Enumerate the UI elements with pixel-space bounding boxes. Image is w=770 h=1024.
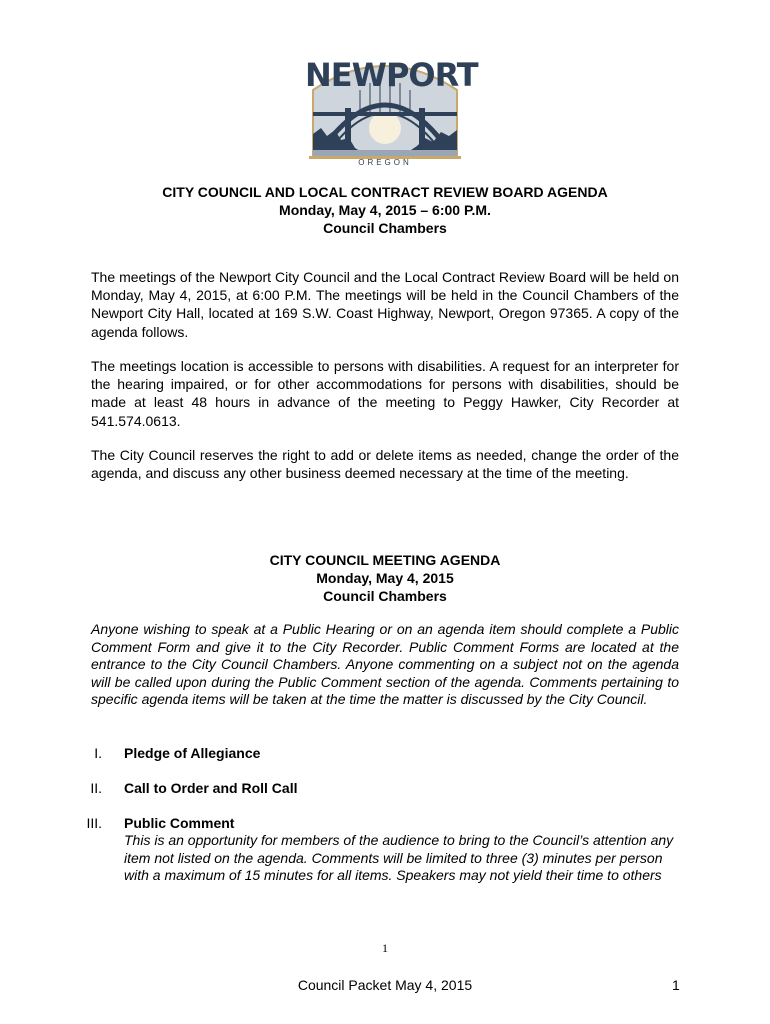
packet-page-number: 1 <box>672 977 680 993</box>
reserves-paragraph: The City Council reserves the right to add or delete items as needed, change the order of the agenda, and discuss any other business deemed necessary at the time of the meeting. <box>91 447 679 482</box>
header-title: CITY COUNCIL AND LOCAL CONTRACT REVIEW BOARD AGENDA <box>162 184 608 200</box>
meeting-header <box>0 551 770 605</box>
meeting-title: CITY COUNCIL MEETING AGENDA <box>269 552 501 568</box>
logo-name: NEWPORT <box>305 56 478 94</box>
agenda-header <box>0 183 770 237</box>
meeting-date: Monday, May 4, 2015 <box>316 570 454 586</box>
agenda-item-number: II. <box>90 780 102 796</box>
agenda-item-number: III. <box>86 815 102 831</box>
public-comment-notice: Anyone wishing to speak at a Public Hearing or on an agenda item should complete a Public Comment Form and give it to the City Recorder. Public Comment Forms are located at the entrance to the City Council Chambers. Anyone commenting on a subject not on the agenda will be called upon during the Public Comment section of the agenda. Comments pertaining to specific agenda items will be taken at the time the matter is discussed by the City Council. <box>91 621 679 708</box>
agenda-item-title: Pledge of Allegiance <box>124 745 261 761</box>
newport-logo <box>305 50 478 170</box>
meeting-location: Council Chambers <box>323 588 447 604</box>
page-number: 1 <box>382 941 388 955</box>
agenda-item-title: Public Comment <box>124 815 235 831</box>
agenda-item-description: This is an opportunity for members of the audience to bring to the Council’s attention any item not listed on the agenda. Comments will be limited to three (3) minutes per person with a maximum of 15 minutes for all items. Speakers may not yield their time to others <box>124 832 674 884</box>
accessibility-paragraph: The meetings location is accessible to persons with disabilities. A request for an interpreter for the hearing impaired, or for other accommodations for persons with disabilities, should be made at least 48 hours in advance of the meeting to Peggy Hawker, City Recorder at 541.574.0613. <box>91 358 679 429</box>
agenda-item-number: I. <box>94 745 102 761</box>
header-date: Monday, May 4, 2015 – 6:00 P.M. <box>279 202 491 218</box>
intro-paragraph: The meetings of the Newport City Council and the Local Contract Review Board will be held on Monday, May 4, 2015, at 6:00 P.M. The meetings will be held in the Council Chambers of the Newport City Hall, located at 169 S.W. Coast Highway, Newport, Oregon 97365. A copy of the agenda follows. <box>91 269 679 340</box>
header-location: Council Chambers <box>323 220 447 236</box>
agenda-item-title: Call to Order and Roll Call <box>124 780 298 796</box>
packet-label: Council Packet May 4, 2015 <box>297 977 473 993</box>
logo-state: OREGON <box>358 158 412 167</box>
